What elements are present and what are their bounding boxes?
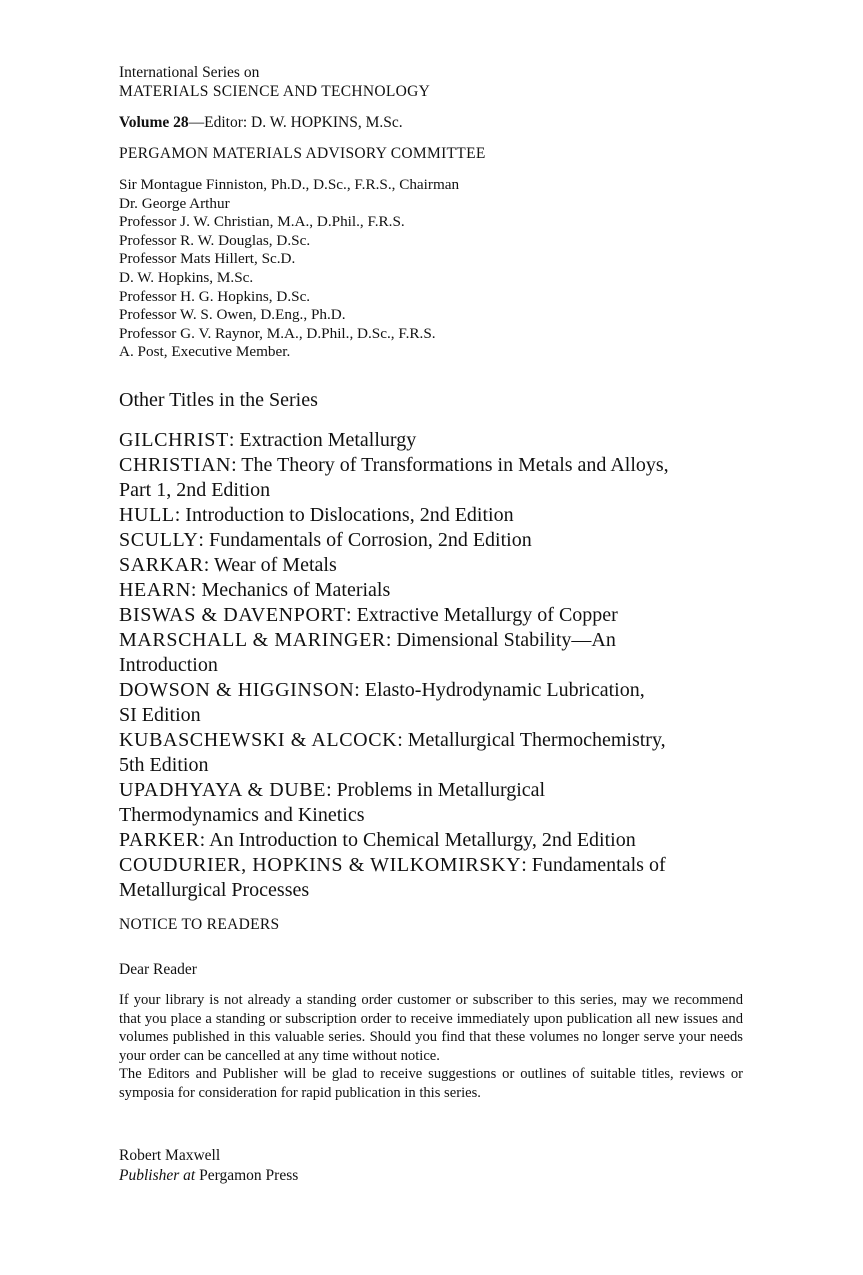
- salutation: Dear Reader: [119, 961, 197, 978]
- title-author: SCULLY: [119, 529, 199, 551]
- signature-company: Pergamon Press: [195, 1167, 299, 1184]
- title-entry-line: [119, 578, 759, 603]
- other-titles-heading: Other Titles in the Series: [119, 389, 318, 411]
- editor-credit: —Editor: D. W. HOPKINS, M.Sc.: [188, 114, 403, 131]
- title-entry-line: [119, 603, 759, 628]
- title-entry-line: [119, 678, 759, 703]
- title-author: BISWAS & DAVENPORT: [119, 604, 347, 626]
- title-text: Fundamentals of Corrosion, 2nd Edition: [208, 529, 532, 551]
- committee-member: Dr. George Arthur: [119, 194, 230, 212]
- title-entry-line: [119, 528, 759, 553]
- title-text: Thermodynamics and Kinetics: [119, 804, 365, 826]
- committee-member: Professor H. G. Hopkins, D.Sc.: [119, 287, 311, 305]
- title-text: SI Edition: [119, 704, 201, 726]
- notice-heading: NOTICE TO READERS: [119, 916, 280, 933]
- title-author: CHRISTIAN: [119, 454, 232, 476]
- notice-body: [119, 991, 743, 1102]
- title-separator: :: [203, 554, 214, 576]
- committee-member: Professor J. W. Christian, M.A., D.Phil., F.R.S.: [119, 213, 405, 231]
- title-author: PARKER: [119, 829, 200, 851]
- signature-name: Robert Maxwell: [119, 1147, 221, 1164]
- title-separator: :: [354, 679, 365, 701]
- title-author: DOWSON & HIGGINSON: [119, 679, 355, 701]
- title-author: MARSCHALL & MARINGER: [119, 629, 386, 651]
- title-text: Fundamentals of: [531, 854, 666, 876]
- title-separator: :: [231, 454, 242, 476]
- title-author: SARKAR: [119, 554, 204, 576]
- title-author: HEARN: [119, 579, 191, 601]
- title-separator: :: [326, 779, 337, 801]
- title-entry-line: [119, 553, 759, 578]
- series-title: [119, 64, 430, 101]
- title-entry-line: [119, 778, 759, 803]
- title-entry-line: [119, 478, 759, 503]
- title-text: Wear of Metals: [213, 554, 337, 576]
- title-entry-line: [119, 878, 759, 903]
- title-text: Problems in Metallurgical: [336, 779, 546, 801]
- title-entry-line: [119, 503, 759, 528]
- title-author: KUBASCHEWSKI & ALCOCK: [119, 729, 398, 751]
- series-title-line-1: International Series on: [119, 64, 260, 81]
- notice-paragraph: The Editors and Publisher will be glad to receive suggestions or outlines of suitable titles, reviews or symposia for consideration for rapid publication in this series.: [119, 1066, 743, 1101]
- committee-heading: PERGAMON MATERIALS ADVISORY COMMITTEE: [119, 145, 486, 162]
- title-entry-line: [119, 428, 759, 453]
- committee-member-list: [119, 176, 459, 362]
- committee-member: Professor Mats Hillert, Sc.D.: [119, 250, 296, 268]
- title-entry-line: [119, 828, 759, 853]
- title-separator: :: [346, 604, 357, 626]
- committee-member: Sir Montague Finniston, Ph.D., D.Sc., F.R.S., Chairman: [119, 176, 460, 193]
- volume-editor: [119, 114, 403, 132]
- title-text: Metallurgical Processes: [119, 879, 310, 901]
- notice-paragraph: If your library is not already a standing order customer or subscriber to this series, may we recommend that you place a standing or subscription order to receive immediately upon publication all new issues and volumes published in this valuable series. Should you find that these volumes no longer serve your needs your order can be cancelled at any time without notice.: [119, 992, 743, 1064]
- committee-member: A. Post, Executive Member.: [119, 343, 291, 361]
- title-separator: :: [199, 829, 210, 851]
- title-text: Extractive Metallurgy of Copper: [356, 604, 618, 626]
- signature: [119, 1146, 298, 1186]
- title-text: 5th Edition: [119, 754, 209, 776]
- title-entry-line: [119, 728, 759, 753]
- title-separator: :: [174, 504, 186, 526]
- title-entry-line: [119, 653, 759, 678]
- title-author: GILCHRIST: [119, 429, 229, 451]
- title-separator: :: [385, 629, 397, 651]
- title-entry-line: [119, 753, 759, 778]
- title-entry-line: [119, 853, 759, 878]
- title-author: HULL: [119, 504, 175, 526]
- title-text: Introduction to Dislocations, 2nd Edition: [185, 504, 514, 526]
- title-entry-line: [119, 803, 759, 828]
- title-entry-line: [119, 628, 759, 653]
- signature-role-line: [119, 1166, 298, 1186]
- series-title-line-2: MATERIALS SCIENCE AND TECHNOLOGY: [119, 82, 431, 100]
- other-titles-list: [119, 428, 759, 903]
- title-separator: :: [397, 729, 408, 751]
- committee-member: D. W. Hopkins, M.Sc.: [119, 268, 254, 286]
- title-author: COUDURIER, HOPKINS & WILKOMIRSKY: [119, 854, 522, 876]
- title-author: UPADHYAYA & DUBE: [119, 779, 327, 801]
- title-text: Introduction: [119, 654, 218, 676]
- title-text: Metallurgical Thermochemistry,: [407, 729, 666, 751]
- title-text: Part 1, 2nd Edition: [119, 479, 271, 501]
- title-text: An Introduction to Chemical Metallurgy, 2nd Edition: [209, 829, 636, 851]
- committee-member: Professor G. V. Raynor, M.A., D.Phil., D.Sc., F.R.S.: [119, 324, 436, 342]
- committee-member: Professor R. W. Douglas, D.Sc.: [119, 231, 311, 249]
- title-separator: :: [190, 579, 202, 601]
- title-text: The Theory of Transformations in Metals and Alloys,: [241, 454, 669, 476]
- title-separator: :: [521, 854, 532, 876]
- title-text: Dimensional Stability—An: [396, 629, 616, 651]
- title-separator: :: [198, 529, 209, 551]
- title-separator: :: [228, 429, 240, 451]
- volume-label: Volume 28: [119, 114, 189, 131]
- title-text: Mechanics of Materials: [201, 579, 391, 601]
- signature-role: Publisher at: [119, 1167, 196, 1184]
- title-text: Elasto-Hydrodynamic Lubrication,: [364, 679, 645, 701]
- committee-member: Professor W. S. Owen, D.Eng., Ph.D.: [119, 306, 346, 324]
- title-text: Extraction Metallurgy: [239, 429, 417, 451]
- title-entry-line: [119, 703, 759, 728]
- title-entry-line: [119, 453, 759, 478]
